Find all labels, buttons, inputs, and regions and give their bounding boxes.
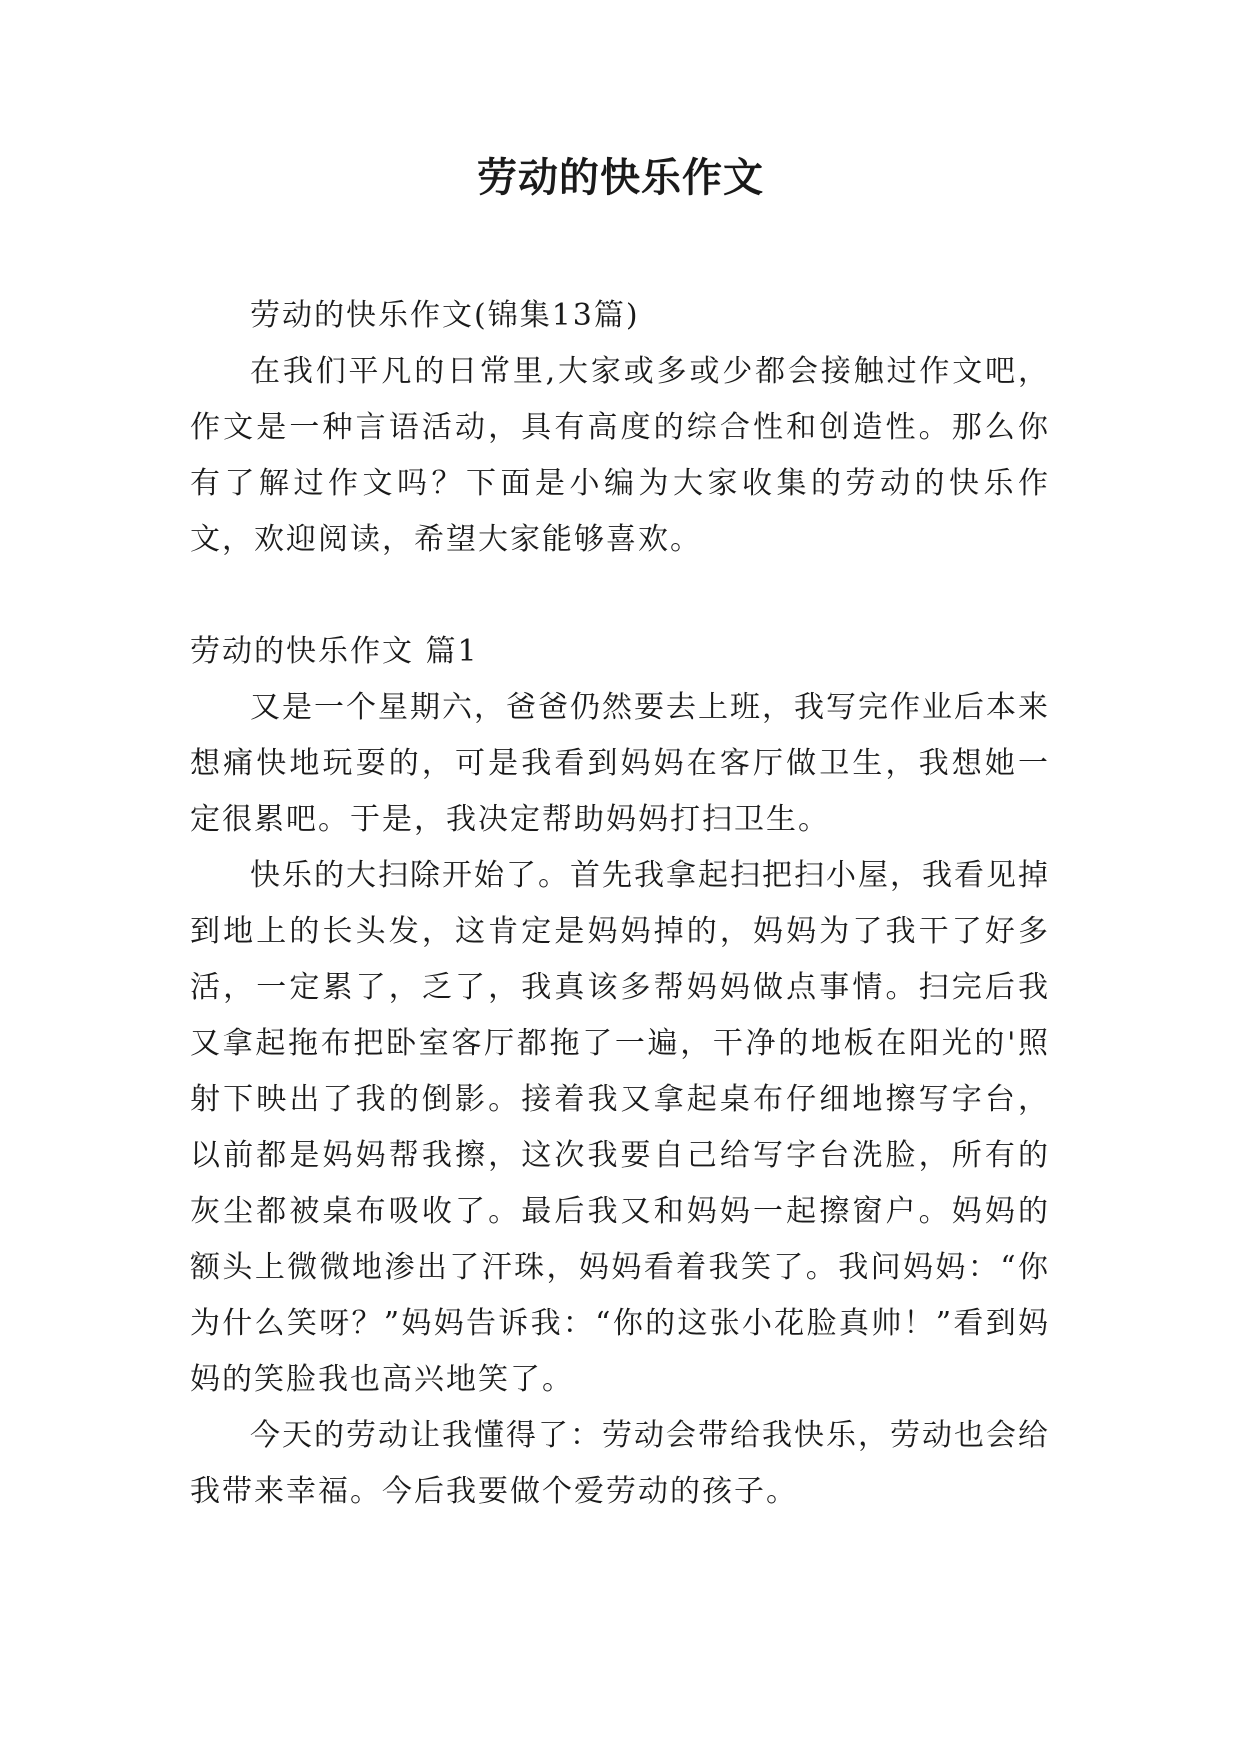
section-heading: 劳动的快乐作文 篇1: [190, 634, 479, 669]
essay-paragraph-1: 又是一个星期六，爸爸仍然要去上班，我写完作业后本来想痛快地玩耍的，可是我看到妈妈在客厅做卫生，我想她一定很累吧。于是，我决定帮助妈妈打扫卫生。: [190, 690, 1050, 837]
document-subtitle: 劳动的快乐作文(锦集13篇): [250, 298, 640, 333]
intro-paragraph: 在我们平凡的日常里,大家或多或少都会接触过作文吧，作文是一种言语活动，具有高度的综合性和创造性。那么你有了解过作文吗？下面是小编为大家收集的劳动的快乐作文，欢迎阅读，希望大家能够喜欢。: [190, 354, 1050, 557]
essay-paragraph-3: 今天的劳动让我懂得了：劳动会带给我快乐，劳动也会给我带来幸福。今后我要做个爱劳动的孩子。: [190, 1418, 1050, 1509]
essay-paragraph-2: 快乐的大扫除开始了。首先我拿起扫把扫小屋，我看见掉到地上的长头发，这肯定是妈妈掉的，妈妈为了我干了好多活，一定累了，乏了，我真该多帮妈妈做点事情。扫完后我又拿起拖布把卧室客厅都拖了一遍，干净的地板在阳光的'照射下映出了我的倒影。接着我又拿起桌布仔细地擦写字台，以前都是妈妈帮我擦，这次我要自己给写字台洗脸，所有的灰尘都被桌布吸收了。最后我又和妈妈一起擦窗户。妈妈的额头上微微地渗出了汗珠，妈妈看着我笑了。我问妈妈：“你为什么笑呀？”妈妈告诉我：“你的这张小花脸真帅！”看到妈妈的笑脸我也高兴地笑了。: [190, 858, 1050, 1397]
document-title: 劳动的快乐作文: [477, 155, 764, 201]
document-body: [190, 288, 1050, 1520]
